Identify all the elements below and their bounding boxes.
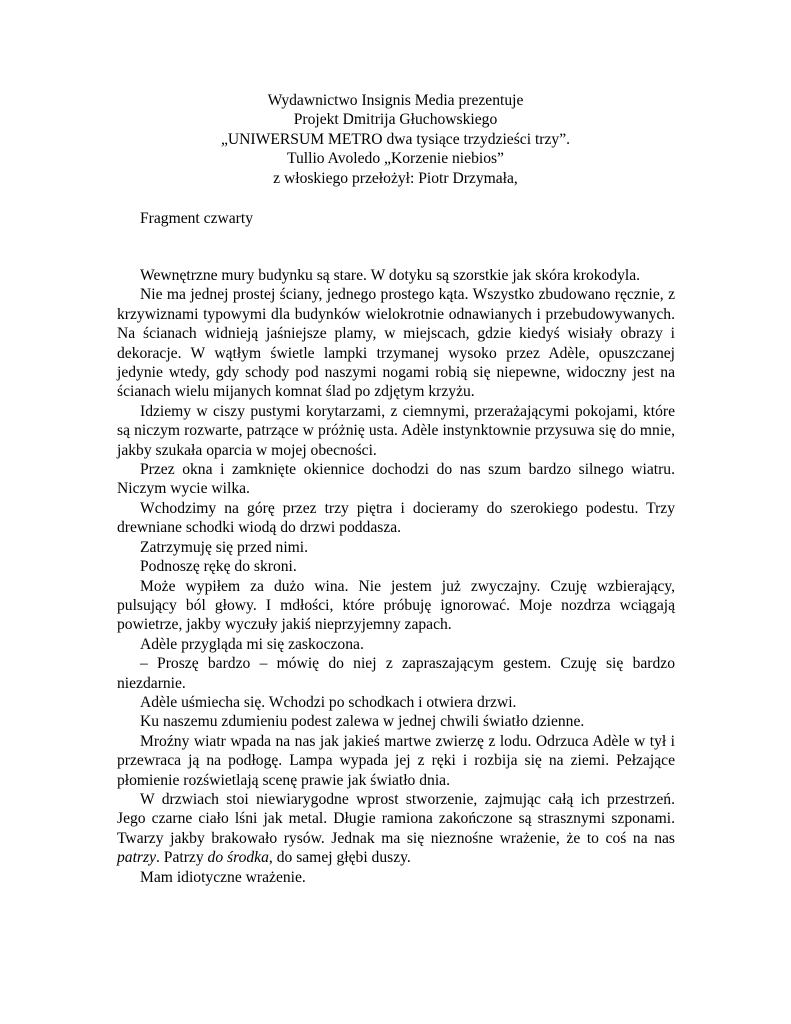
paragraph: Idziemy w ciszy pustymi korytarzami, z ciemnymi, przerażającymi pokojami, które są niczym rozwarte, patrzące w próżnię usta. Adèle instynktownie przysuwa się do mnie, jakby szukała oparcia w mojej obecności. [117,402,675,459]
paragraph-text: . Patrzy [155,849,208,867]
emphasis-text: patrzy [117,849,156,867]
paragraph: Przez okna i zamknięte okiennice dochodzi do nas szum bardzo silnego wiatru. Niczym wycie wilka. [117,461,675,498]
paragraph-text: , do samej głębi duszy. [268,849,411,867]
paragraph: – Proszę bardzo – mówię do niej z zapraszającym gestem. Czuję się bardzo niezdarnie. [117,655,675,692]
paragraph: Mam idiotyczne wrażenie. [140,868,306,886]
paragraph: Wewnętrzne mury budynku są stare. W dotyku są szorstkie jak skóra krokodyla. [140,267,641,284]
emphasis-text: do środka [207,849,269,867]
project-line: Projekt Dmitrija Głuchowskiego [293,111,498,129]
paragraph: Ku naszemu zdumieniu podest zalewa w jednej chwili światło dzienne. [140,713,585,731]
paragraph-text: W drzwiach stoi niewiarygodne wprost stworzenie, zajmując całą ich przestrzeń. Jego czarne ciało lśni jak metal. Długie ramiona zakończone są strasznymi szponami. Twarzy jakby brakowało rysów. Jednak ma się nieznośne wrażenie, że to coś na nas [117,790,675,847]
paragraph [117,790,675,868]
paragraph: Może wypiłem za dużo wina. Nie jestem już zwyczajny. Czuję wzbierający, pulsujący ból głowy. I mdłości, które próbuję ignorować. Moje nozdrza wciągają powietrze, jakby wyczuły jakiś nieprzyjemny zapach. [117,577,675,634]
fragment-heading: Fragment czwarty [140,210,254,227]
publisher-line: Wydawnictwo Insignis Media prezentuje [267,92,524,109]
series-line: „UNIWERSUM METRO dwa tysiące trzydzieści trzy”. [220,130,571,148]
paragraph: Wchodzimy na górę przez trzy piętra i docieramy do szerokiego podestu. Trzy drewniane schodki wiodą do drzwi poddasza. [117,499,675,537]
paragraph: Mroźny wiatr wpada na nas jak jakieś martwe zwierzę z lodu. Odrzuca Adèle w tył i przewraca ją na podłogę. Lampa wypada jej z ręki i rozbija się na ziemi. Pełzające płomienie rozświetlają scenę prawie jak światło dnia. [117,732,675,789]
paragraph: Podnoszę rękę do skroni. [140,558,297,576]
paragraph: Adèle uśmiecha się. Wchodzi po schodkach i otwiera drzwi. [140,693,517,711]
paragraph: Nie ma jednej prostej ściany, jednego prostego kąta. Wszystko zbudowano ręcznie, z krzywiznami typowymi dla budynków wielokrotnie odnawianych i przebudowywanych. Na ścianach widnieją jaśniejsze plamy, w miejscach, gdzie kiedyś wisiały obrazy i dekoracje. W wątłym świetle lampki trzymanej wysoko przez Adèle, opuszczanej jedynie wtedy, gdy schody pod naszymi nogami robią się niepewne, widoczny jest na ścianach wielu mijanych komnat ślad po zdjętym krzyżu. [117,286,675,401]
author-title-line: Tullio Avoledo „Korzenie niebios” [287,150,504,168]
title-block [0,91,791,188]
paragraph: Adèle przygląda mi się zaskoczona. [140,635,364,653]
paragraph: Zatrzymuję się przed nimi. [140,538,309,556]
translator-line: z włoskiego przełożył: Piotr Drzymała, [273,169,518,187]
body-text [117,266,675,887]
